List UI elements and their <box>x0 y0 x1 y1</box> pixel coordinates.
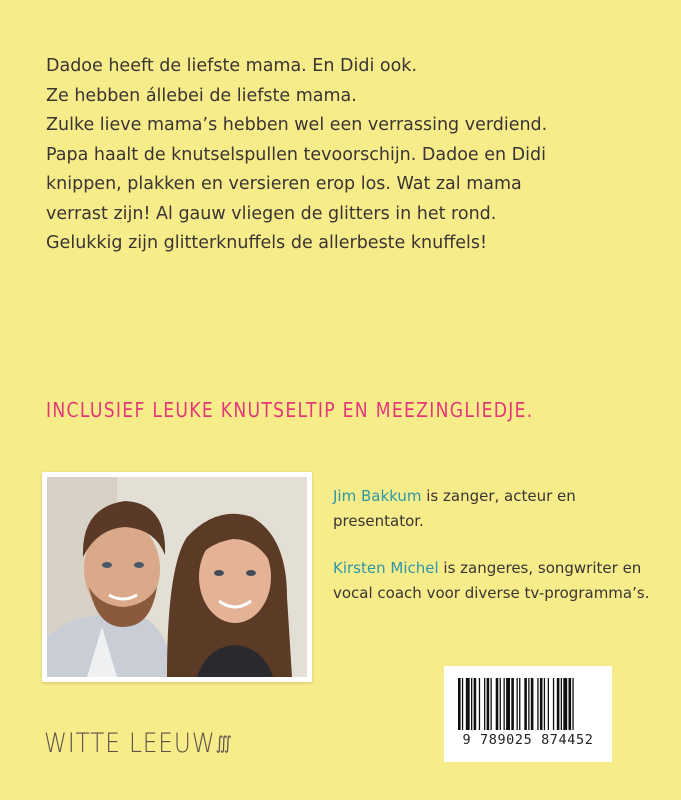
barcode-bar <box>474 678 477 730</box>
author-name: Kirsten Michel <box>333 559 439 577</box>
author-bio <box>333 556 653 606</box>
barcode-bar <box>553 678 554 730</box>
barcode-bar <box>569 678 572 730</box>
barcode-bar <box>572 678 573 730</box>
barcode-bar <box>506 678 510 730</box>
barcode <box>444 666 612 762</box>
barcode-bar <box>496 678 499 730</box>
author-bio <box>333 484 653 534</box>
barcode-bar <box>491 678 492 730</box>
blurb-line: verrast zijn! Al gauw vliegen de glitters in het rond. <box>46 203 497 224</box>
barcode-bar <box>462 678 463 730</box>
barcode-number: 9 789025 874452 <box>462 732 594 748</box>
author-photo <box>47 477 307 677</box>
author-name: Jim Bakkum <box>333 487 422 505</box>
barcode-bar <box>531 678 534 730</box>
author-photo-frame <box>42 472 312 682</box>
author-bios <box>333 484 653 628</box>
barcode-bar <box>511 678 514 730</box>
barcode-bar <box>548 678 549 730</box>
barcode-bar <box>557 678 560 730</box>
publisher-logo <box>44 728 233 759</box>
blurb-line: Dadoe heeft de liefste mama. En Didi ook. <box>46 56 418 76</box>
publisher-logo-text: WITTE LEEUW <box>44 728 216 759</box>
blurb-line: knippen, plakken en versieren erop los. Wat zal mama <box>46 174 522 194</box>
blurb-line: Ze hebben állebei de liefste mama. <box>46 85 357 106</box>
barcode-bar <box>561 678 562 730</box>
tagline: INCLUSIEF LEUKE KNUTSELTIP EN MEEZINGLIEDJE. <box>46 398 534 422</box>
author-bio-text: is zangeres, songwriter en vocal coach voor diverse tv-programma’s. <box>333 559 650 602</box>
barcode-bar <box>471 678 472 730</box>
barcode-bar <box>524 678 527 730</box>
barcode-bar <box>500 678 501 730</box>
barcode-bar <box>487 678 490 730</box>
barcode-bar <box>458 678 461 730</box>
blurb-line: Zulke lieve mama’s hebben wel een verrassing verdiend. <box>46 115 548 135</box>
barcode-bar <box>479 678 480 730</box>
barcode-bar <box>466 678 470 730</box>
barcode-bar <box>544 678 545 730</box>
author-bio-text: is zanger, acteur en presentator. <box>333 487 576 530</box>
barcode-bar <box>528 678 529 730</box>
barcode-bar <box>484 678 485 730</box>
publisher-logo-swash: ∭ <box>215 733 233 754</box>
barcode-bar <box>540 678 543 730</box>
blurb-line: Gelukkig zijn glitterknuffels de allerbeste knuffels! <box>46 233 488 253</box>
barcode-bar <box>517 678 518 730</box>
barcode-bar <box>537 678 538 730</box>
barcode-bar <box>563 678 567 730</box>
author-photo-illustration <box>47 477 307 677</box>
barcode-bar <box>504 678 505 730</box>
blurb-text <box>46 52 646 259</box>
barcode-bars <box>444 666 612 732</box>
blurb-line: Papa haalt de knutselspullen tevoorschijn. Dadoe en Didi <box>46 144 546 165</box>
barcode-bar <box>519 678 520 730</box>
